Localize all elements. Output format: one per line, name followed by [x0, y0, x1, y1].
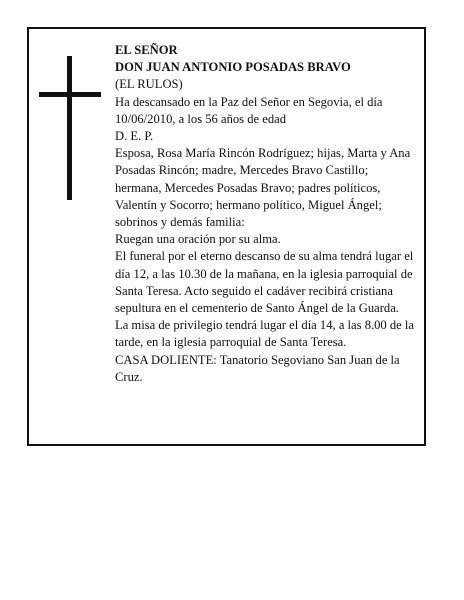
mass-info: La misa de privilegio tendrá lugar el día 14, a las 8.00 de la tarde, en la iglesia parroquial de Santa Teresa. — [115, 318, 415, 350]
deceased-alias: (EL RULOS) — [115, 77, 183, 92]
mourning-house: CASA DOLIENTE: Tanatorio Segoviano San Juan de la Cruz. — [115, 352, 400, 384]
death-statement: Ha descansado en la Paz del Señor en Segovia, el día 10/06/2010, a los 56 años de edad — [115, 94, 383, 126]
deceased-name: DON JUAN ANTONIO POSADAS BRAVO — [115, 60, 351, 75]
funeral-info: El funeral por el eterno descanso de su alma tendrá lugar el día 12, a las 10.30 de la mañana, en la iglesia parroquial de Santa Teresa. Acto seguido el cadáver recibirá cristiana sepultura en el cementerio de Santo Ángel de la Guarda. — [115, 249, 414, 316]
cross-vertical-bar — [67, 56, 72, 200]
header-title: EL SEÑOR — [115, 43, 178, 57]
cross-icon — [39, 56, 101, 200]
rip-text: D. E. P. — [115, 129, 154, 144]
cross-horizontal-bar — [39, 92, 101, 97]
family-list: Esposa, Rosa María Rincón Rodríguez; hijas, Marta y Ana Posadas Rincón; madre, Mercedes Bravo Castillo; hermana, Mercedes Posadas Bravo; padres políticos, Valentín y Socorro; hermano político, Miguel Ángel; sobrinos y demás familia: — [115, 146, 411, 230]
prayer-request: Ruegan una oración por su alma. — [115, 232, 281, 247]
obituary-notice — [27, 27, 426, 446]
obituary-text — [115, 42, 417, 386]
